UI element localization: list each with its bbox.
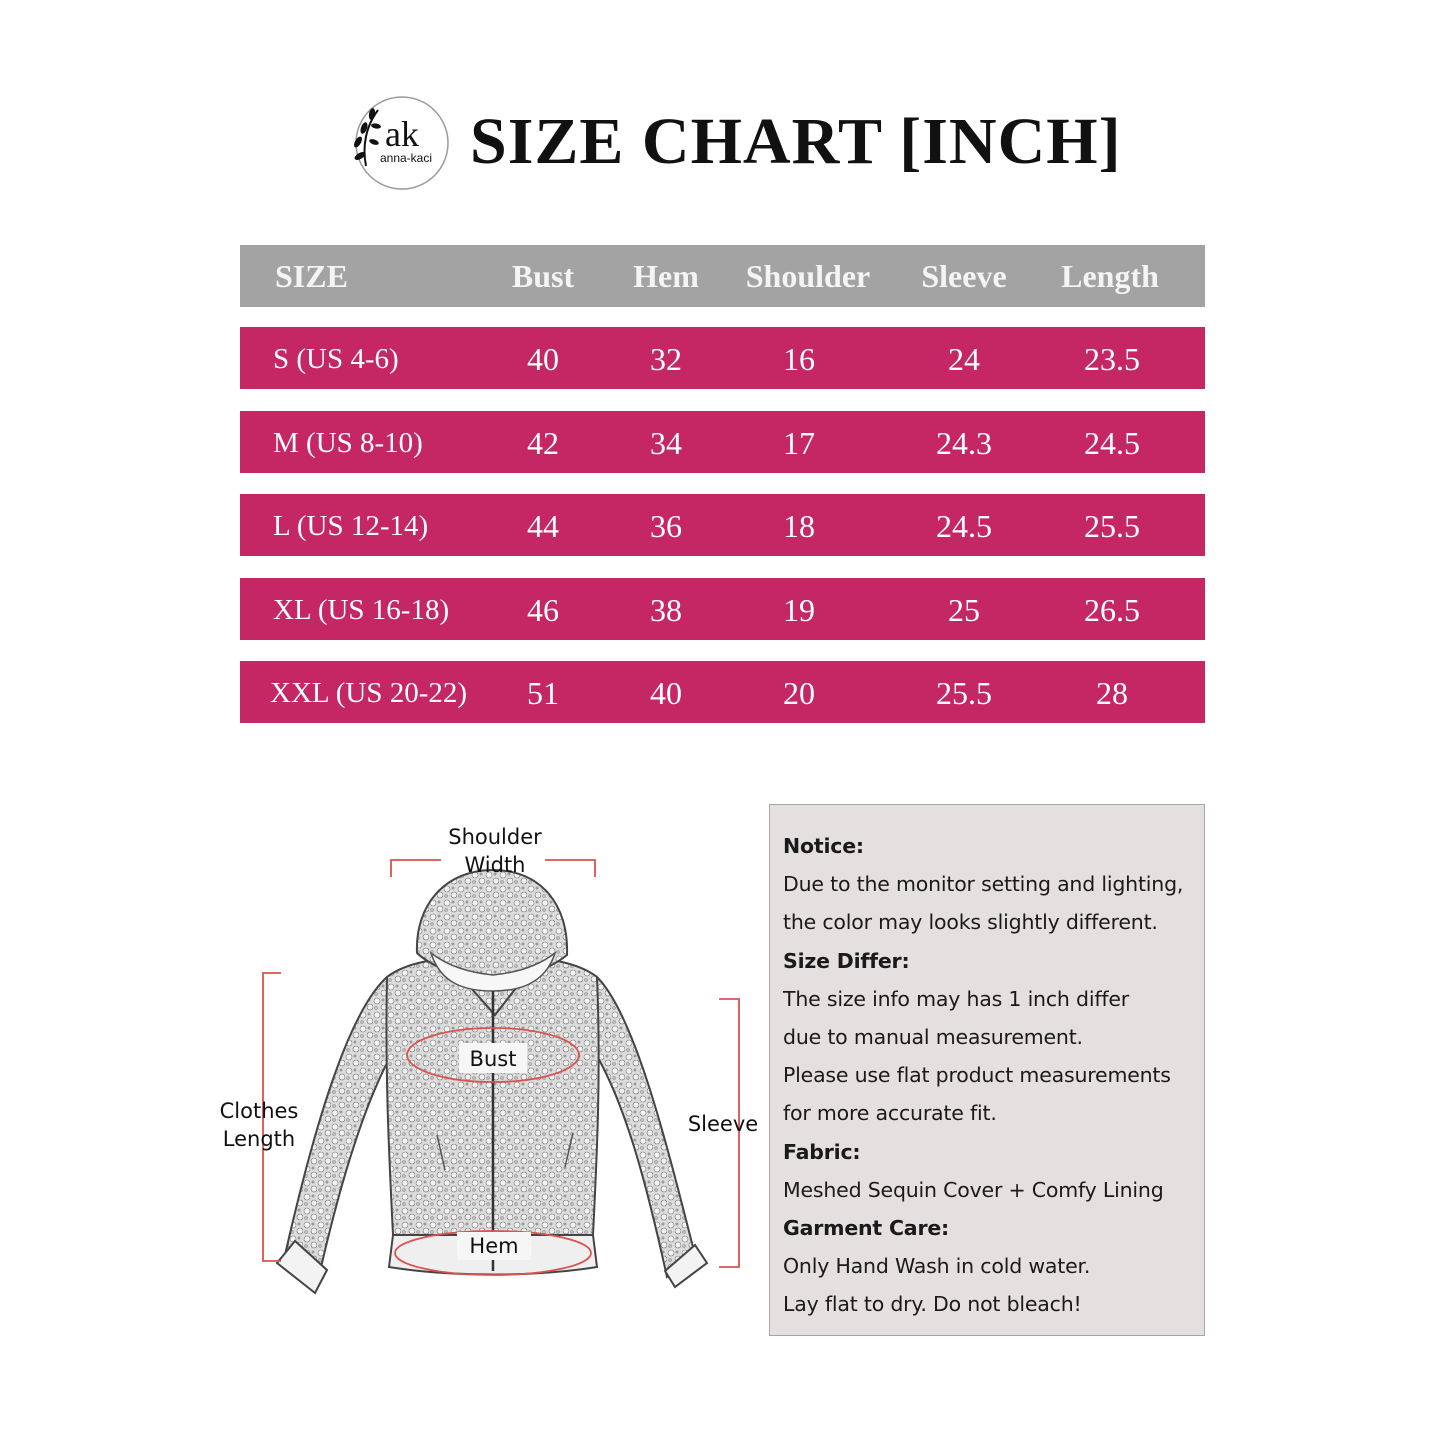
cell-size: L (US 12-14)	[273, 510, 429, 542]
measurement-diagram	[205, 815, 775, 1315]
cell-hem: 34	[650, 425, 682, 461]
cell-size: XL (US 16-18)	[273, 594, 450, 626]
notice-text: Due to the monitor setting and lighting,	[783, 872, 1184, 897]
cell-length: 25.5	[1084, 508, 1140, 544]
cell-size: XXL (US 20-22)	[270, 677, 468, 709]
size-differ-text: The size info may has 1 inch differ	[783, 986, 1130, 1011]
cell-hem: 40	[650, 675, 682, 711]
table-row	[240, 494, 1205, 556]
cell-hem: 36	[650, 508, 682, 544]
brand-name: anna-kaci	[379, 151, 433, 165]
cell-bust: 51	[527, 675, 559, 711]
cell-shoulder: 16	[783, 341, 815, 377]
bust-label: Bust	[469, 1047, 517, 1071]
page-header	[344, 96, 1124, 192]
size-differ-heading: Size Differ:	[783, 948, 910, 973]
cell-hem: 32	[650, 341, 682, 377]
garment-care-text: Only Hand Wash in cold water.	[783, 1254, 1091, 1279]
cell-bust: 46	[527, 592, 559, 628]
column-header-size: SIZE	[275, 258, 348, 294]
fabric-heading: Fabric:	[783, 1139, 861, 1164]
cell-sleeve: 25.5	[936, 675, 992, 711]
shoulder-width-label-line2: Width	[464, 853, 526, 877]
cell-length: 24.5	[1084, 425, 1140, 461]
cell-hem: 38	[650, 592, 682, 628]
size-differ-text: for more accurate fit.	[783, 1101, 997, 1126]
notice-panel	[769, 804, 1205, 1336]
column-header-shoulder: Shoulder	[745, 258, 871, 294]
shoulder-width-label: Shoulder	[448, 825, 542, 849]
cell-bust: 42	[527, 425, 559, 461]
brand-logo	[344, 96, 452, 192]
cell-length: 26.5	[1084, 592, 1140, 628]
cell-sleeve: 25	[948, 592, 980, 628]
clothes-length-label-line2: Length	[222, 1127, 296, 1151]
table-row	[240, 411, 1205, 473]
fabric-text: Meshed Sequin Cover + Comfy Lining	[783, 1177, 1164, 1202]
table-row	[240, 661, 1205, 723]
table-header-row	[240, 245, 1205, 307]
garment-care-heading: Garment Care:	[783, 1215, 950, 1240]
cell-length: 28	[1096, 675, 1128, 711]
cell-length: 23.5	[1084, 341, 1140, 377]
cell-sleeve: 24.3	[936, 425, 992, 461]
column-header-bust: Bust	[511, 258, 575, 294]
sleeve-label: Sleeve	[687, 1112, 759, 1136]
cell-sleeve: 24	[948, 341, 980, 377]
cell-shoulder: 18	[783, 508, 815, 544]
hem-label: Hem	[469, 1234, 519, 1258]
cell-bust: 44	[527, 508, 559, 544]
size-differ-text: due to manual measurement.	[783, 1024, 1083, 1049]
table-row	[240, 578, 1205, 640]
cell-bust: 40	[527, 341, 559, 377]
cell-shoulder: 20	[783, 675, 815, 711]
column-header-length: Length	[1061, 258, 1159, 294]
column-header-sleeve: Sleeve	[921, 258, 1007, 294]
page-title: SIZE CHART [INCH]	[470, 105, 1122, 178]
column-header-hem: Hem	[633, 258, 699, 294]
cell-shoulder: 19	[783, 592, 815, 628]
clothes-length-label: Clothes	[219, 1099, 299, 1123]
cell-size: M (US 8-10)	[273, 427, 423, 459]
table-row	[240, 327, 1205, 389]
notice-heading: Notice:	[783, 834, 864, 858]
brand-mark: ak	[385, 114, 419, 154]
cell-sleeve: 24.5	[936, 508, 992, 544]
cell-shoulder: 17	[783, 425, 815, 461]
size-differ-text: Please use flat product measurements	[783, 1063, 1171, 1088]
cell-size: S (US 4-6)	[273, 343, 399, 375]
garment-care-text: Lay flat to dry. Do not bleach!	[783, 1292, 1082, 1317]
notice-text: the color may looks slightly different.	[783, 910, 1158, 935]
